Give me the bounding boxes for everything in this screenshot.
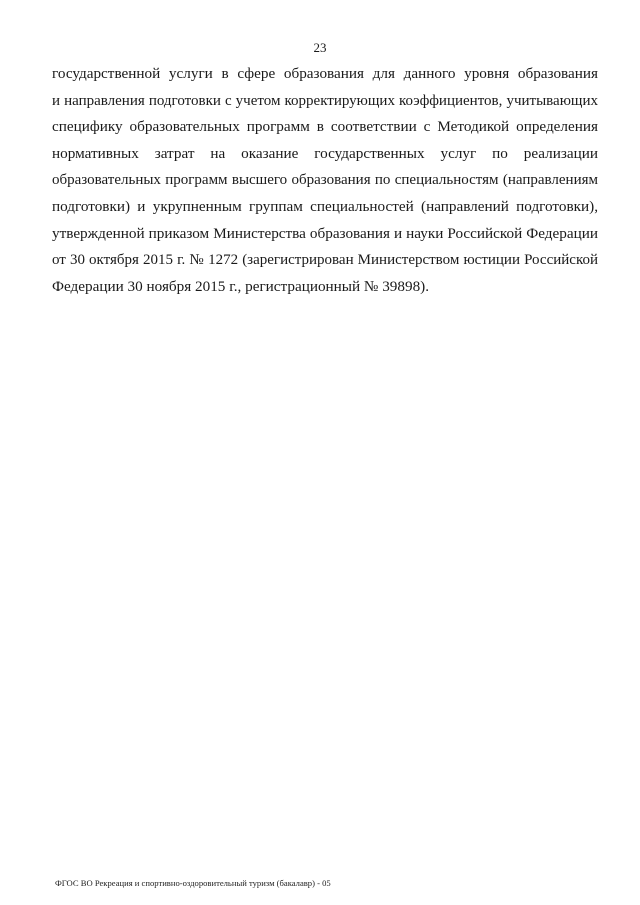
page-number: 23 <box>313 40 327 55</box>
text-line: утвержденной приказом Министерства образования и науки Российской Федерации <box>52 224 598 242</box>
page-footer: ФГОС ВО Рекреация и спортивно-оздоровительный туризм (бакалавр) - 05 <box>55 878 331 888</box>
text-line: и направления подготовки с учетом корректирующих коэффициентов, учитывающих <box>52 92 598 109</box>
text-line: Федерации 30 ноября 2015 г., регистрационный № 39898). <box>52 277 430 295</box>
text-line: нормативных затрат на оказание государственных услуг по реализации <box>52 144 598 162</box>
text-line: подготовки) и укрупненным группам специальностей (направлений подготовки), <box>52 197 598 215</box>
text-line: специфику образовательных программ в соответствии с Методикой определения <box>52 118 598 136</box>
body-paragraph <box>52 61 598 300</box>
text-line: от 30 октября 2015 г. № 1272 (зарегистрирован Министерством юстиции Российской <box>52 252 598 269</box>
text-line: государственной услуги в сфере образования для данного уровня образования <box>52 65 598 82</box>
text-line: образовательных программ высшего образования по специальностям (направлениям <box>52 172 598 189</box>
